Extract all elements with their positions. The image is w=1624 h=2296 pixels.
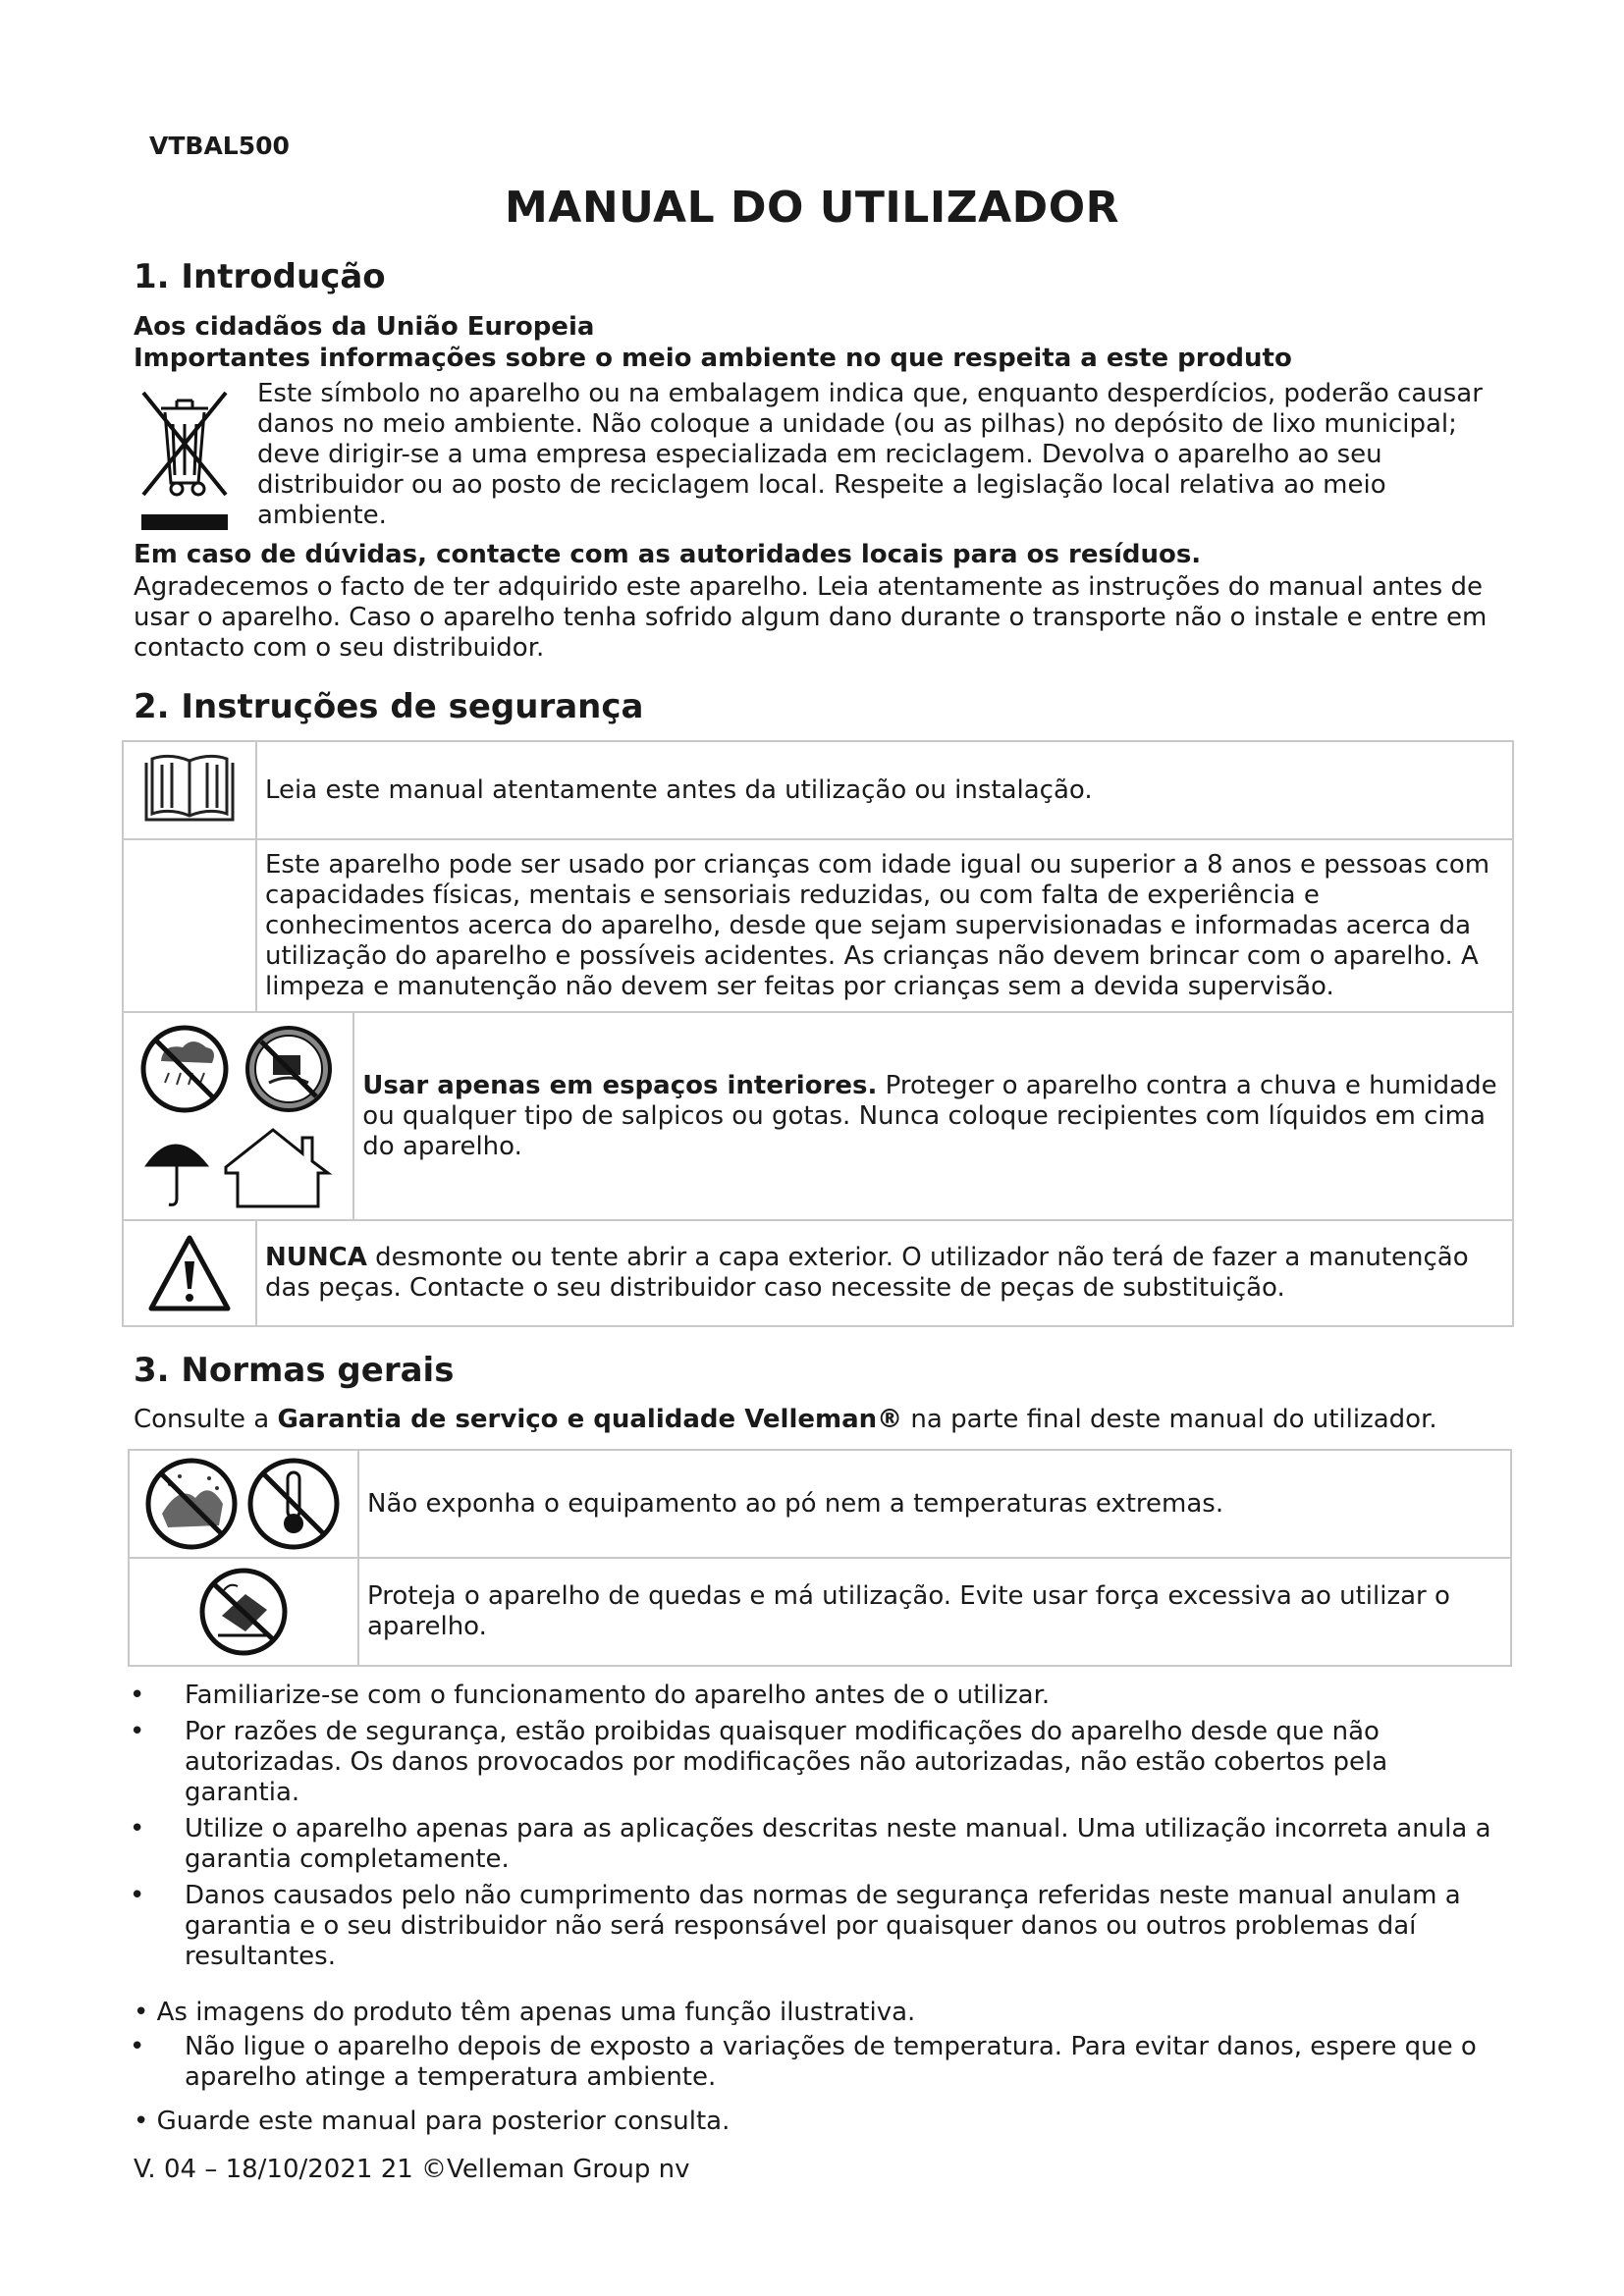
list-item-short [134,1998,915,2028]
safety-row-manual [123,741,1513,839]
list-item [130,1881,1500,1972]
text-line: capacidades físicas, mentais e sensoriais reduzidas, ou com falta de experiência e [265,880,1320,910]
general-norms-list-2 [130,2032,1500,2099]
page-footer: V. 04 – 18/10/2021 21 ©Velleman Group nv [134,2155,690,2184]
text-line: aparelho atinge a temperatura ambiente. [185,2062,717,2092]
text-line: limpeza e manutenção não devem ser feitas por crianças sem a devida supervisão. [265,971,1334,1001]
weee-paragraph [257,379,1483,531]
indoor-use-bold: Usar apenas em espaços interiores. [362,1070,878,1100]
section-2-heading: 2. Instruções de segurança [134,687,644,726]
text-line [362,1071,1512,1101]
general-norms-list [130,1681,1500,1978]
text-line [265,1243,1512,1273]
list-item [130,1681,1500,1711]
house-icon [226,1130,328,1206]
text-line: Este aparelho pode ser usado por crianças com idade igual ou superior a 8 anos e pessoas com [265,849,1490,880]
text-line: autorizadas. Os danos provocados por modificações não autorizadas, não estão cobertos pela [185,1747,1388,1777]
safety-row-children [123,839,1513,1012]
never-rest: desmonte ou tente abrir a capa exterior. O utilizador não terá de fazer a manutenção [366,1243,1469,1272]
umbrella-icon [147,1146,206,1204]
indoor-use-text [353,1012,1513,1220]
indoor-icons-cell [123,1012,353,1220]
section-1-eu-citizens: Aos cidadãos da União Europeia [134,312,595,342]
text-line: contacto com o seu distribuidor. [134,633,545,663]
manual-read-text: Leia este manual atentamente antes da utilização ou instalação. [256,741,1513,839]
drop-icon-cell [129,1558,358,1666]
bullet-dot: • [130,1681,145,1710]
weee-bin-icon [137,385,232,534]
warranty-bold: Garantia de serviço e qualidade Velleman® [277,1405,903,1434]
no-water-splash-icon [247,1028,330,1110]
list-item [130,1814,1500,1875]
bullet-dot: • [130,1814,145,1843]
drop-protect-text: Proteja o aparelho de quedas e má utilização. Evite usar força excessiva ao utilizar o aparelho. [358,1558,1511,1666]
bullet-dot: • [130,1717,145,1746]
text-line: usar o aparelho. Caso o aparelho tenha sofrido algum dano durante o transporte não o instale e entre em [134,603,1488,632]
text-line: garantia. [185,1778,300,1807]
dust-temp-text: Não exponha o equipamento ao pó nem a temperaturas extremas. [358,1450,1511,1558]
text-line: Familiarize-se com o funcionamento do aparelho antes de o utilizar. [185,1681,1051,1710]
text-line: Agradecemos o facto de ter adquirido este aparelho. Leia atentamente as instruções do manual antes de [134,572,1483,602]
never-open-text [256,1220,1513,1326]
safety-row-indoor [123,1012,1513,1220]
bullet-dot: • [134,2107,149,2136]
text-line: Utilize o aparelho apenas para as aplicações descritas neste manual. Uma utilização incorreta anula a [185,1814,1491,1843]
no-drop-icon [194,1565,293,1659]
text-line: resultantes. [185,1942,336,1971]
no-temperature-icon [250,1461,337,1547]
thanks-paragraph [134,572,1487,664]
dust-temp-icons-cell [129,1450,358,1558]
text-line: Danos causados pelo não cumprimento das normas de segurança referidas neste manual anulam a [185,1881,1461,1910]
text-line: garantia completamente. [185,1844,510,1874]
bullet-dot: • [130,2032,145,2061]
warning-cell [123,1220,256,1326]
text-line: utilização do aparelho e possíveis acidentes. As crianças não devem brincar com o aparelho. A [265,940,1479,971]
doubts-note: Em caso de dúvidas, contacte com as autoridades locais para os resíduos. [134,540,1202,569]
general-norms-table [128,1449,1512,1667]
norms-row-dust-temp [129,1450,1511,1558]
text-line: garantia e o seu distribuidor não será responsável por quaisquer danos ou outros problemas daí [185,1911,1417,1941]
warranty-reference [134,1405,1437,1435]
list-item [130,1717,1500,1808]
list-item [130,2032,1500,2093]
text-line: ambiente. [257,501,387,530]
norms-row-drop [129,1558,1511,1666]
empty-icon-cell [123,839,256,1012]
section-1-heading: 1. Introdução [134,257,386,296]
dust-temperature-icons [140,1455,347,1553]
text-line: As imagens do produto têm apenas uma função ilustrativa. [156,1998,916,2027]
warranty-post: na parte final deste manual do utilizador. [902,1405,1437,1434]
text-line: Guarde este manual para posterior consulta. [156,2107,731,2136]
list-item-short [134,2107,730,2137]
page-title: MANUAL DO UTILIZADOR [505,183,1119,233]
text-line: danos no meio ambiente. Não coloque a unidade (ou as pilhas) no depósito de lixo municipal; [257,409,1457,439]
safety-row-never-open [123,1220,1513,1326]
bullet-dot: • [134,1998,149,2027]
text-line: do aparelho. [362,1131,522,1161]
model-number: VTBAL500 [149,132,290,160]
text-line: distribuidor ou ao posto de reciclagem local. Respeite a legislação local relativa ao meio [257,470,1386,500]
no-rain-icon [143,1028,226,1110]
warranty-pre: Consulte a [134,1405,278,1434]
text-line: Por razões de segurança, estão proibidas quaisquer modificações do aparelho desde que não [185,1717,1380,1746]
text-line: das peças. Contacte o seu distribuidor caso necessite de peças de substituição. [265,1273,1285,1303]
indoor-use-icons [135,1020,342,1212]
text-line: ou qualquer tipo de salpicos ou gotas. Nunca coloque recipientes com líquidos em cima [362,1100,1486,1131]
text-line: conhecimentos acerca do aparelho, desde que sejam supervisionadas e informadas acerca da [265,910,1472,940]
text-line: Este símbolo no aparelho ou na embalagem indica que, enquanto desperdícios, poderão causar [257,379,1483,408]
section-1-environment-info: Importantes informações sobre o meio ambiente no que respeita a este produto [134,344,1292,373]
safety-table [122,740,1514,1327]
indoor-use-rest: Proteger o aparelho contra a chuva e humidade [877,1070,1497,1100]
children-warning-text [256,839,1513,1012]
bullet-dot: • [130,1881,145,1910]
warning-triangle-icon [147,1234,232,1312]
never-bold: NUNCA [265,1243,367,1272]
no-dust-icon [148,1461,235,1547]
text-line: deve dirigir-se a uma empresa especializada em reciclagem. Devolva o aparelho ao seu [257,440,1382,469]
section-3-heading: 3. Normas gerais [134,1351,455,1390]
manual-book-cell [123,741,256,839]
manual-book-icon [140,751,239,829]
text-line: Não ligue o aparelho depois de exposto a variações de temperatura. Para evitar danos, espere que o [185,2032,1477,2061]
